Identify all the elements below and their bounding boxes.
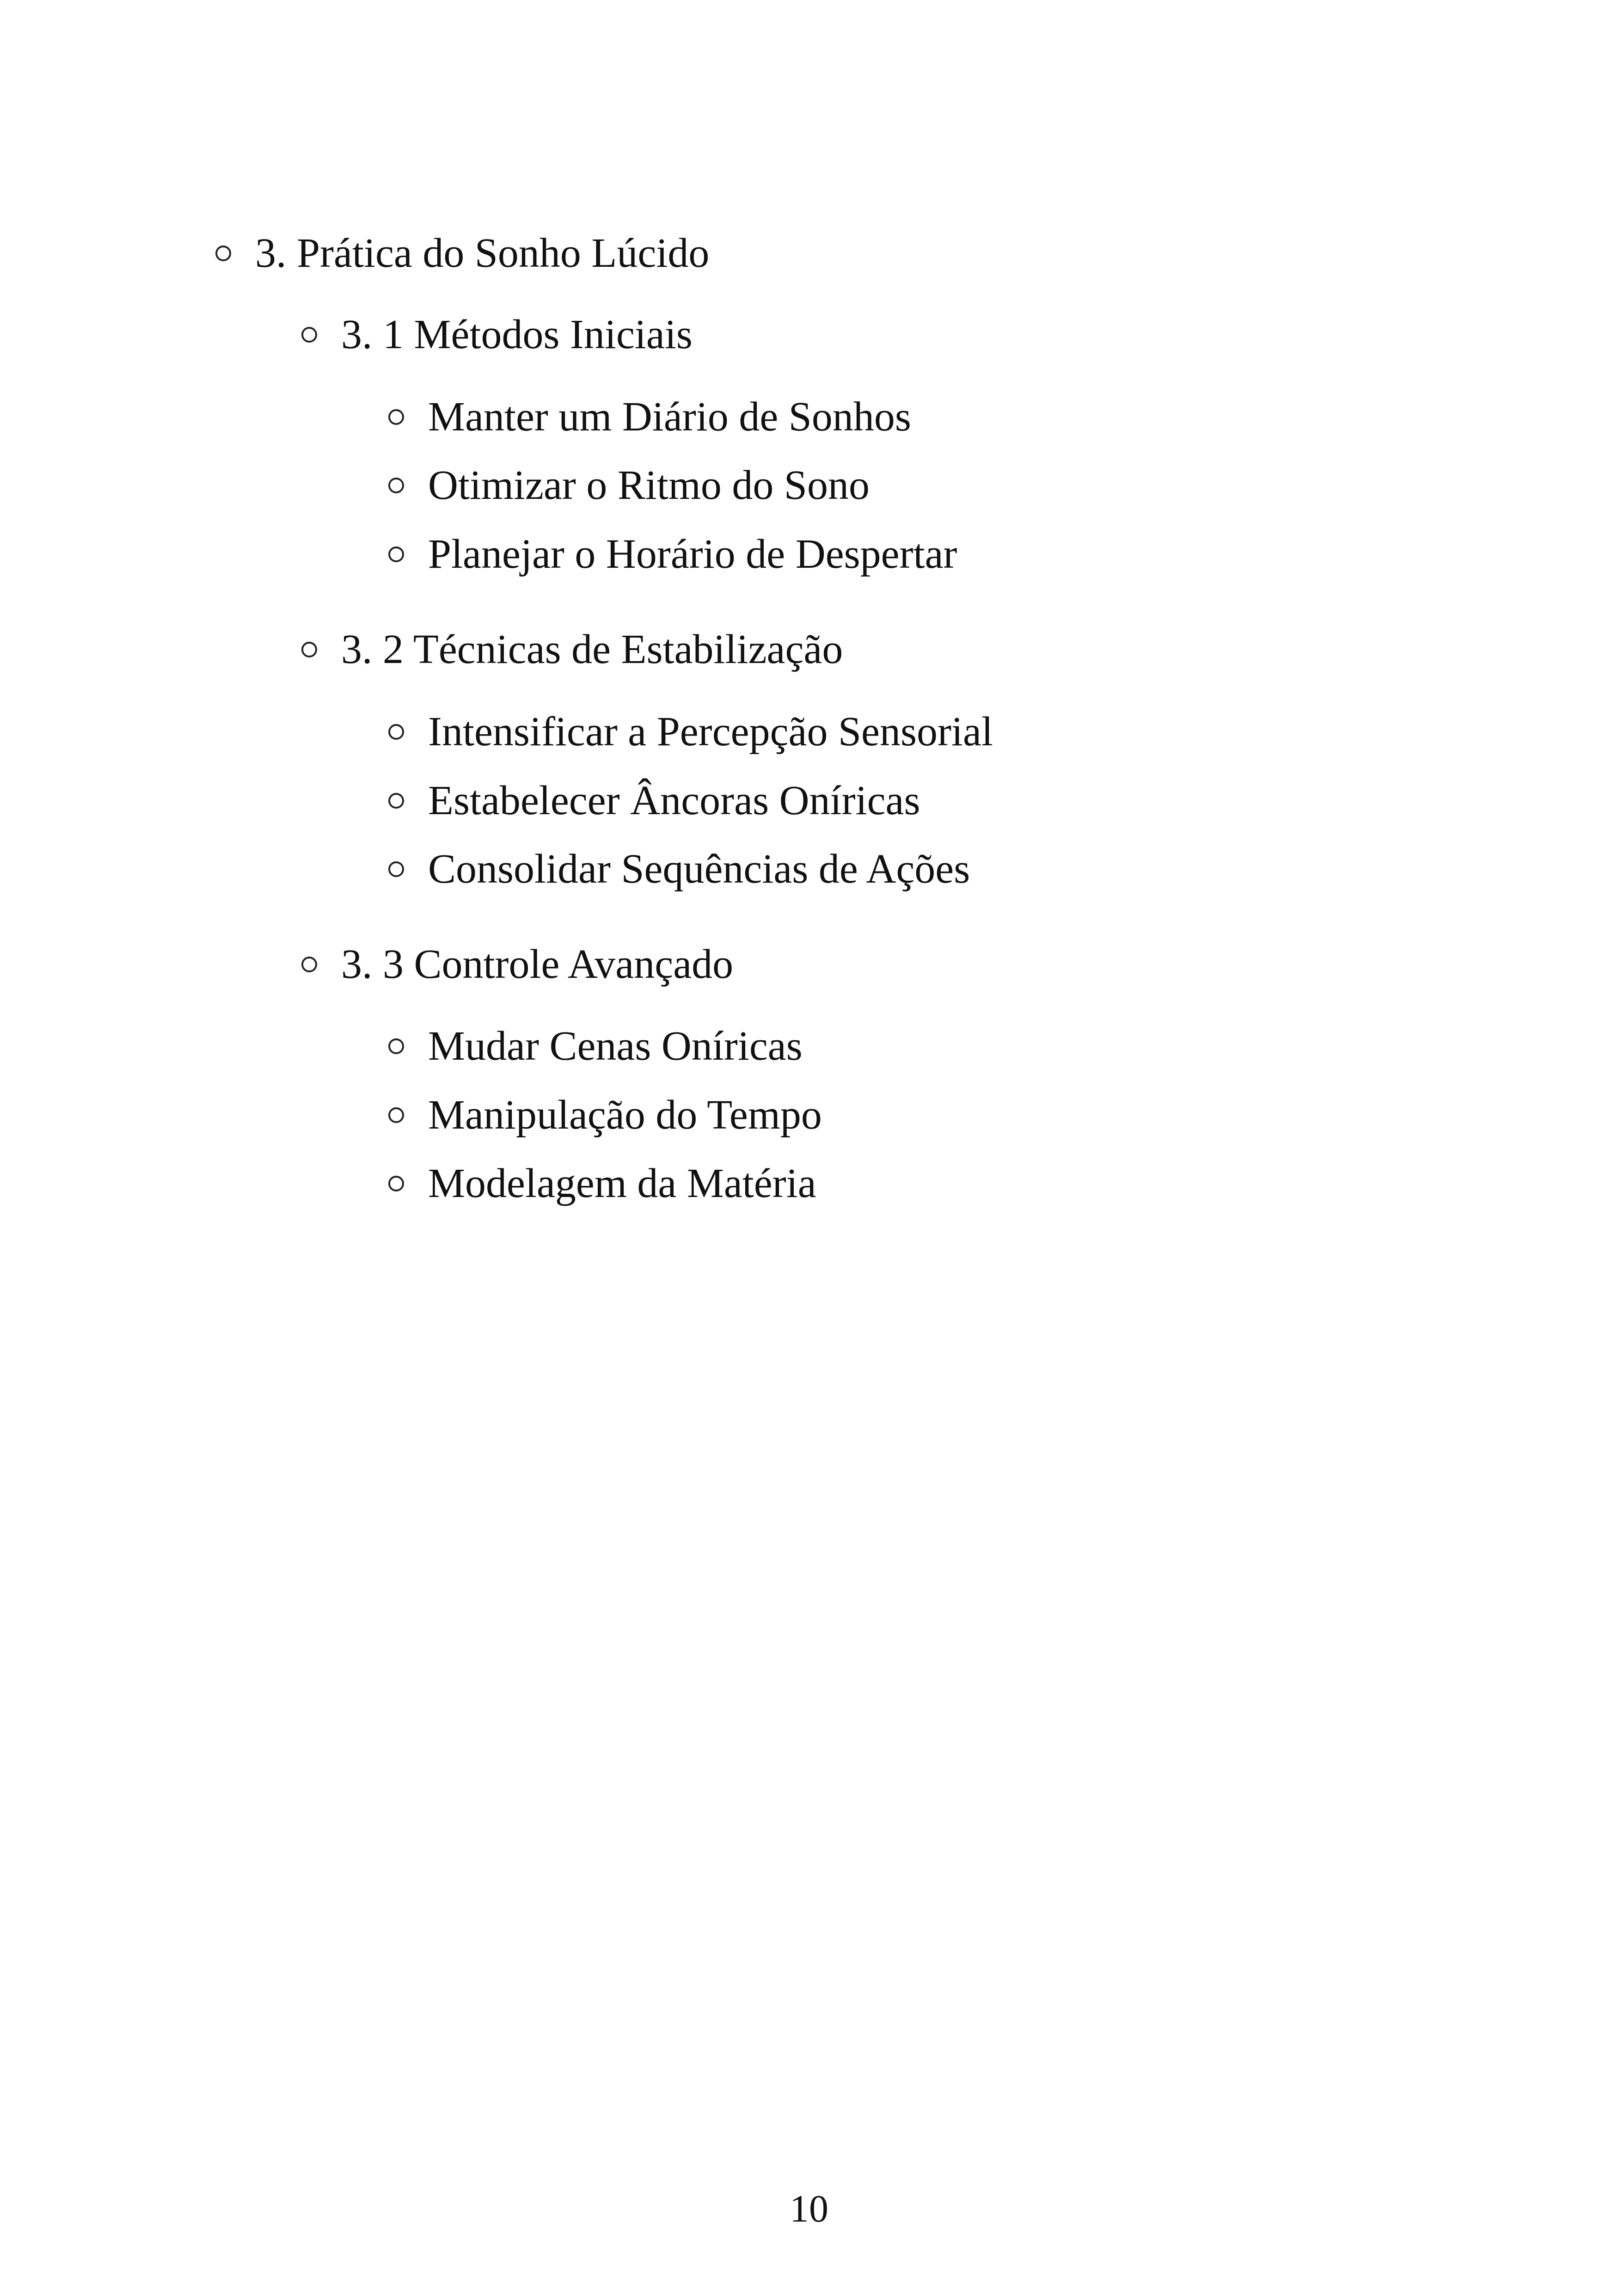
outline-item [388,775,920,826]
outline-item-label: Manter um Diário de Sonhos [428,394,911,440]
hollow-circle-bullet-icon [388,478,404,493]
outline-item [388,1021,803,1072]
hollow-circle-bullet-icon [388,724,404,740]
outline-item-label: Planejar o Horário de Despertar [428,531,957,577]
outline-item [388,844,970,895]
outline-item-label: Manipulação do Tempo [428,1092,822,1138]
outline-item-label: Modelagem da Matéria [428,1160,816,1206]
page-number: 10 [790,2187,828,2230]
outline-item [388,1158,816,1209]
outline-item-label: Mudar Cenas Oníricas [428,1023,803,1069]
outline-item [388,706,993,757]
outline-subsection [301,624,843,675]
outline-item-label: Otimizar o Ritmo do Sono [428,462,870,508]
outline-subsection [301,939,733,990]
outline-subsection [301,309,693,360]
hollow-circle-bullet-icon [388,409,404,425]
hollow-circle-bullet-icon [215,246,231,261]
hollow-circle-bullet-icon [301,642,317,657]
outline-item [388,1090,822,1141]
hollow-circle-bullet-icon [301,957,317,972]
hollow-circle-bullet-icon [388,1176,404,1191]
hollow-circle-bullet-icon [388,1038,404,1054]
hollow-circle-bullet-icon [388,1107,404,1123]
outline-item-label: Estabelecer Âncoras Oníricas [428,778,920,823]
subsection-title: 3. 2 Técnicas de Estabilização [341,626,843,672]
outline-item [388,529,957,580]
outline-item [388,460,870,511]
subsection-title: 3. 1 Métodos Iniciais [341,312,693,357]
hollow-circle-bullet-icon [388,861,404,877]
hollow-circle-bullet-icon [388,793,404,809]
subsection-title: 3. 3 Controle Avançado [341,941,734,987]
outline-item [388,392,911,442]
hollow-circle-bullet-icon [301,327,317,343]
hollow-circle-bullet-icon [388,546,404,562]
outline-section [215,228,709,279]
outline-item-label: Consolidar Sequências de Ações [428,846,970,892]
outline-item-label: Intensificar a Percepção Sensorial [428,709,993,755]
section-title: 3. Prática do Sonho Lúcido [255,230,710,276]
